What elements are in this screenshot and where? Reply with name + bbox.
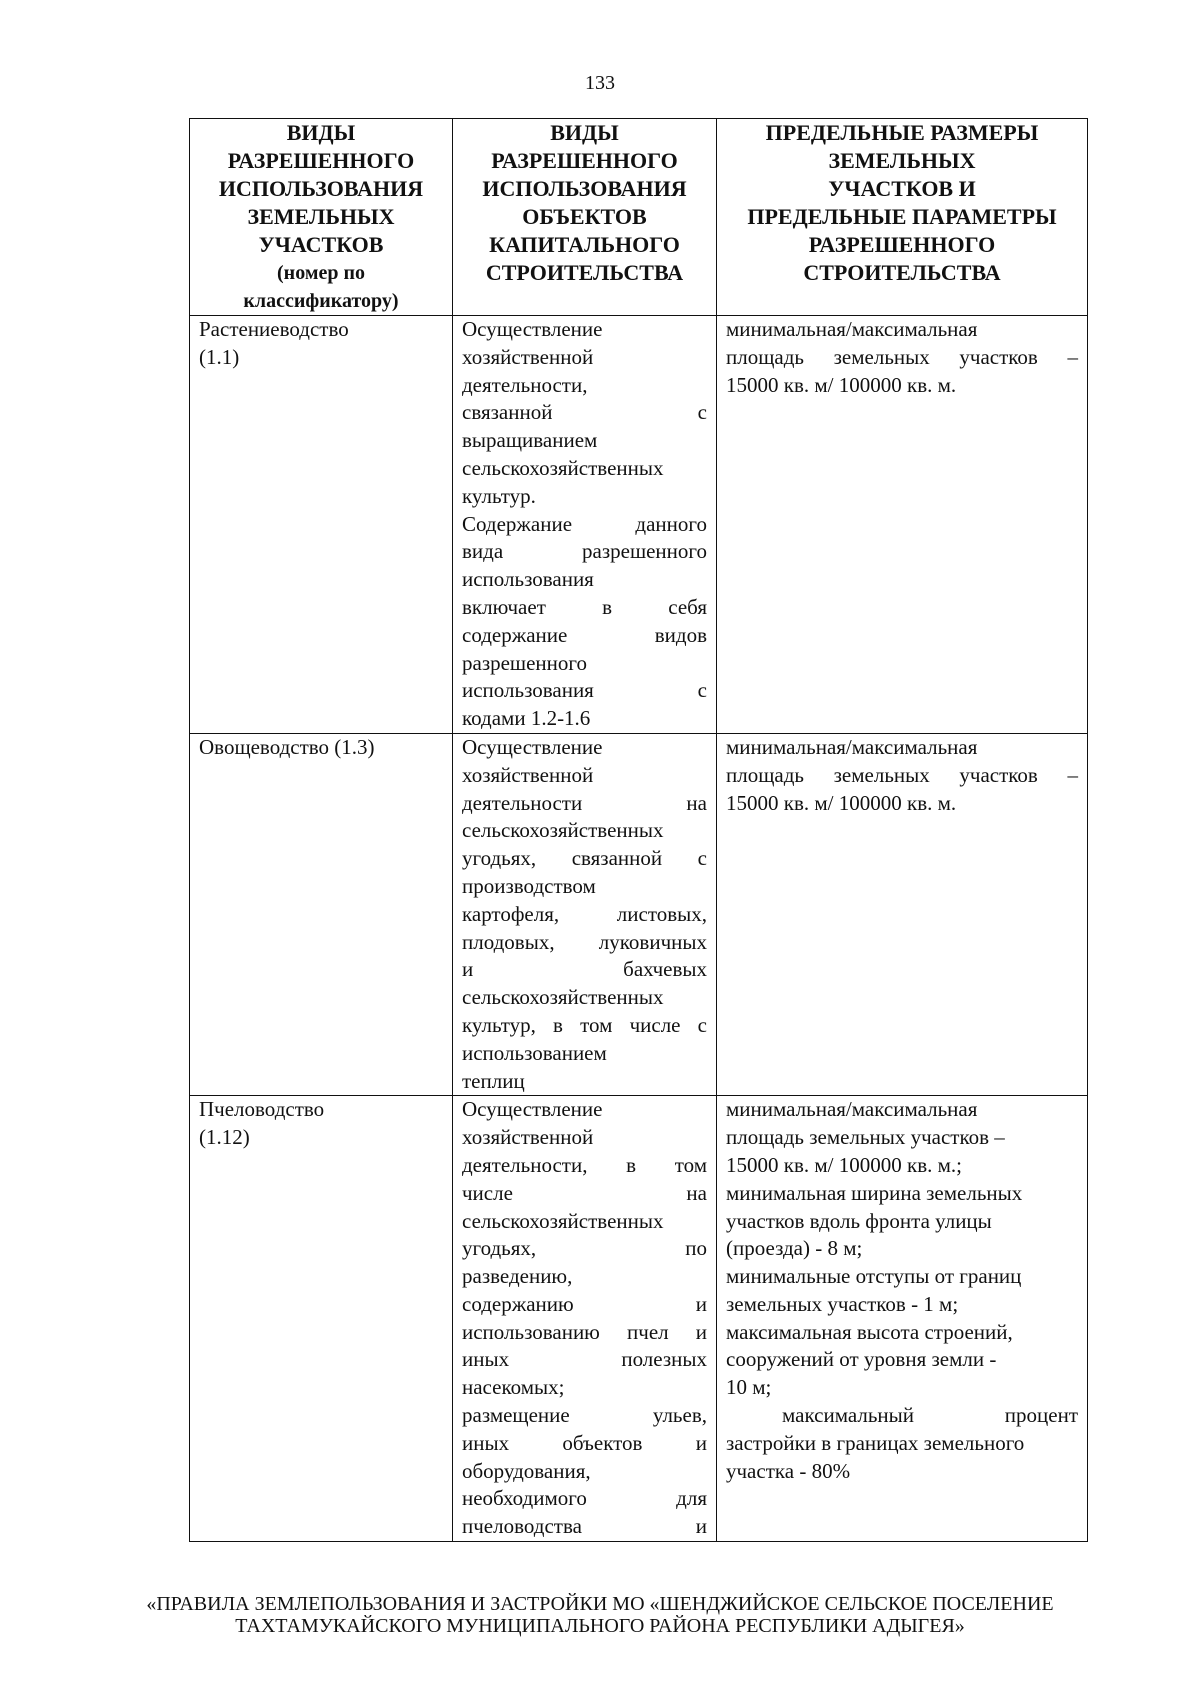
document-footer [0,1593,1200,1637]
cell-line: Овощеводство (1.3) [199,734,375,759]
cell-line: хозяйственной [462,1125,594,1150]
cell-line: сельскохозяйственных [462,455,664,480]
header-text: РАЗРЕШЕННОГО [808,232,996,257]
header-text: ОБЪЕКТОВ [522,204,647,229]
header-limit-parameters [717,119,1088,316]
cell-line: вида разрешенного [462,539,707,564]
cell-line: (проезда) - 8 м; [726,1236,863,1261]
cell-line: и бахчевых [462,957,707,982]
table-header-row [190,119,1088,316]
limits-cell [717,316,1088,734]
cell-line: минимальная ширина земельных [726,1180,1023,1205]
cell-line: участка - 80% [726,1458,851,1483]
limits-cell [717,733,1088,1095]
cell-line: (1.12) [199,1125,250,1150]
cell-line: иных полезных [462,1347,707,1372]
cell-line: максимальный процент [782,1403,1078,1428]
cell-line: Содержание данного [462,511,707,536]
cell-line: минимальная/максимальная [726,734,978,759]
cell-line: сельскохозяйственных [462,985,664,1010]
cell-line: числе на [462,1180,707,1205]
cell-line: 15000 кв. м/ 100000 кв. м. [726,790,957,815]
use-cell [190,316,453,734]
cell-line: оборудования, [462,1458,591,1483]
cell-line: кодами 1.2-1.6 [462,706,591,731]
table-row [190,316,1088,734]
cell-line: (1.1) [199,344,240,369]
header-text: РАЗРЕШЕННОГО [227,148,415,173]
cell-line: минимальная/максимальная [726,317,978,341]
cell-line: максимальная высота строений, [726,1319,1013,1344]
table-row [190,733,1088,1095]
cell-line: выращиванием [462,428,598,453]
cell-line: минимальные отступы от границ [726,1264,1022,1289]
cell-line: использования с [462,678,707,703]
cell-line: Пчеловодство [199,1097,325,1122]
footer-line: ТАХТАМУКАЙСКОГО МУНИЦИПАЛЬНОГО РАЙОНА РЕСПУБЛИКИ АДЫГЕЯ» [235,1615,965,1637]
cell-line: содержание видов [462,622,707,647]
header-text: КАПИТАЛЬНОГО [489,232,680,257]
cell-line: площадь земельных участков – [726,762,1078,787]
cell-line: пчеловодства и [462,1514,707,1539]
cell-line: разрешенного [462,650,587,675]
cell-line: культур, в том числе с [462,1012,707,1037]
cell-line: деятельности, [462,372,588,397]
cell-line: минимальная/максимальная [726,1097,978,1122]
header-text: ЗЕМЕЛЬНЫХ [247,204,395,229]
limits-cell [717,1096,1088,1542]
cell-line: хозяйственной [462,344,594,369]
header-permitted-land-use [190,119,453,316]
cell-line: сельскохозяйственных [462,818,664,843]
cell-line: деятельности, в том [462,1152,707,1177]
cell-line: угодьях, по [462,1236,707,1261]
header-subtext: классификатору) [243,290,399,312]
cell-line: сельскохозяйственных [462,1208,664,1233]
page-number: 133 [585,72,615,94]
objects-cell [453,1096,717,1542]
cell-line: сооружений от уровня земли - [726,1347,997,1372]
cell-line: производством [462,873,596,898]
cell-line: земельных участков - 1 м; [726,1291,959,1316]
header-text: РАЗРЕШЕННОГО [491,148,678,173]
cell-line: картофеля, листовых, [462,901,707,926]
objects-cell [453,316,717,734]
table-row [190,1096,1088,1542]
land-use-table [189,118,1088,1542]
header-text: ИСПОЛЬЗОВАНИЯ [218,176,424,201]
cell-line: застройки в границах земельного [726,1430,1025,1455]
header-subtext: (номер по [277,262,365,284]
cell-line: 10 м; [726,1375,772,1400]
header-text: ПРЕДЕЛЬНЫЕ РАЗМЕРЫ [765,120,1039,145]
cell-line: хозяйственной [462,762,594,787]
use-cell [190,733,453,1095]
cell-line: 15000 кв. м/ 100000 кв. м. [726,372,957,397]
header-text: СТРОИТЕЛЬСТВА [485,260,684,285]
cell-line: Осуществление [462,734,603,759]
cell-line: содержанию и [462,1291,707,1316]
cell-line: иных объектов и [462,1430,707,1455]
cell-line: деятельности на [462,790,707,815]
cell-line: разведению, [462,1264,573,1289]
cell-line: Растениеводство [199,317,349,341]
cell-line: использования [462,567,594,592]
cell-line: размещение ульев, [462,1403,707,1428]
cell-line: связанной с [462,400,707,425]
header-text: СТРОИТЕЛЬСТВА [803,260,1001,285]
cell-line: Осуществление [462,1097,603,1122]
footer-line: «ПРАВИЛА ЗЕМЛЕПОЛЬЗОВАНИЯ И ЗАСТРОЙКИ МО «ШЕНДЖИЙСКОЕ СЕЛЬСКОЕ ПОСЕЛЕНИЕ [146,1593,1054,1615]
header-text: ВИДЫ [286,120,356,145]
cell-line: использованием [462,1040,607,1065]
header-permitted-objects [453,119,717,316]
cell-line: необходимого для [462,1486,707,1511]
cell-line: культур. [462,483,536,508]
cell-line: плодовых, луковичных [462,929,707,954]
header-text: ИСПОЛЬЗОВАНИЯ [482,176,687,201]
objects-cell [453,733,717,1095]
cell-line: площадь земельных участков – [726,344,1078,369]
header-text: ЗЕМЕЛЬНЫХ [828,148,976,173]
header-text: УЧАСТКОВ И [828,176,976,201]
cell-line: теплиц [462,1068,525,1093]
cell-line: использованию пчел и [462,1319,707,1344]
cell-line: включает в себя [462,594,707,619]
header-text: ПРЕДЕЛЬНЫЕ ПАРАМЕТРЫ [747,204,1057,229]
cell-line: угодьях, связанной с [462,846,707,871]
header-text: ВИДЫ [550,120,619,145]
cell-line: участков вдоль фронта улицы [726,1208,992,1233]
use-cell [190,1096,453,1542]
cell-line: насекомых; [462,1375,565,1400]
header-text: УЧАСТКОВ [258,232,384,257]
cell-line: 15000 кв. м/ 100000 кв. м.; [726,1152,962,1177]
cell-line: Осуществление [462,317,603,341]
cell-line: площадь земельных участков – [726,1125,1005,1150]
